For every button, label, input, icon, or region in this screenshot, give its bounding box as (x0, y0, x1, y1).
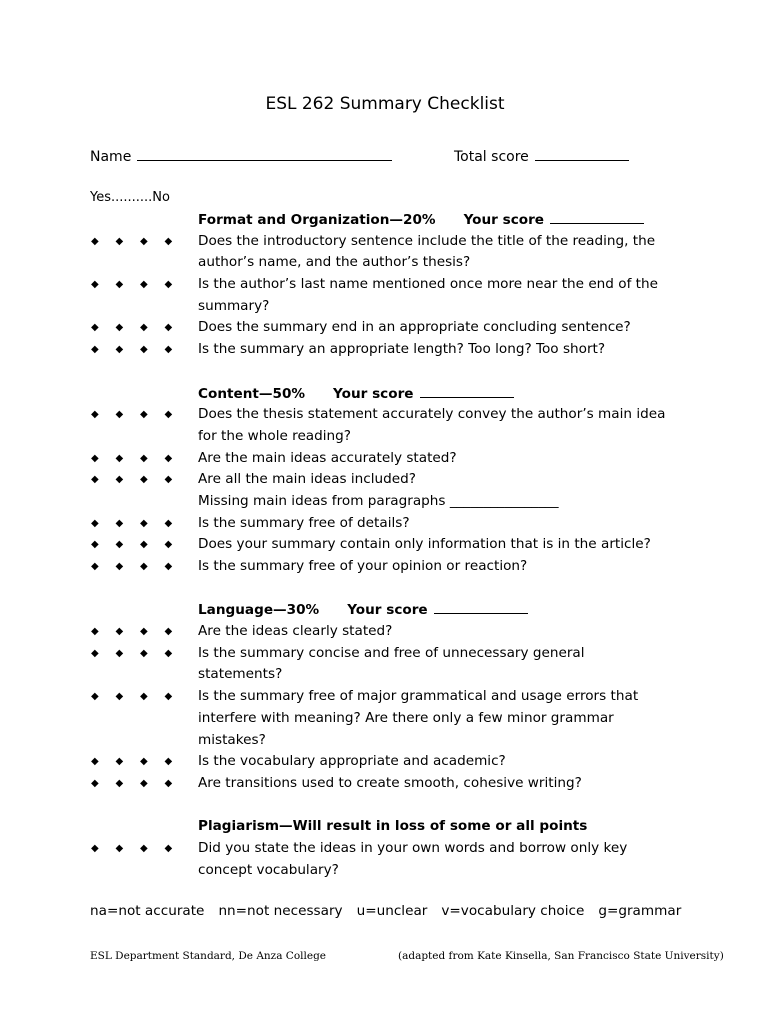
section-score-blank[interactable] (420, 383, 514, 398)
diamond-bullet-icon[interactable]: ◆ (164, 647, 173, 659)
diamond-bullet-icon[interactable]: ◆ (140, 756, 148, 768)
diamond-bullet-icon[interactable]: ◆ (115, 517, 124, 529)
checklist-item (88, 448, 688, 470)
diamond-bullet-icon[interactable]: ◆ (140, 842, 148, 854)
section-heading-text: Plagiarism—Will result in loss of some or all points (198, 818, 588, 835)
diamond-bullet-icon[interactable]: ◆ (140, 539, 148, 551)
diamond-bullet-icon[interactable]: ◆ (91, 517, 99, 529)
diamond-bullet-icon[interactable]: ◆ (115, 777, 124, 789)
checklist-item (88, 621, 688, 643)
diamond-bullet-icon[interactable]: ◆ (140, 517, 148, 529)
checklist-item (88, 838, 688, 860)
diamond-bullet-icon[interactable]: ◆ (115, 561, 124, 572)
section-heading (198, 816, 688, 838)
diamond-bullet-icon[interactable]: ◆ (91, 474, 99, 486)
name-field-row (90, 146, 392, 165)
checklist-item (88, 751, 688, 773)
section-heading (198, 599, 688, 622)
checklist-item (88, 296, 688, 318)
checklist-item (88, 469, 688, 491)
diamond-bullet-icon[interactable]: ◆ (164, 561, 173, 572)
checklist-item-text: author’s name, and the author’s thesis? (198, 254, 471, 271)
legend (90, 903, 695, 919)
checklist-item-text: Does your summary contain only information that is in the article? (198, 536, 651, 553)
total-score-blank[interactable] (535, 146, 629, 161)
diamond-bullet-icon[interactable]: ◆ (164, 279, 173, 291)
diamond-bullet-icon[interactable]: ◆ (91, 842, 99, 854)
section-score-label: Your score (347, 602, 428, 619)
diamond-bullet-icon[interactable]: ◆ (140, 452, 148, 464)
checklist-item-text: Does the introductory sentence include the title of the reading, the (198, 232, 656, 249)
rating-marks (88, 317, 198, 339)
diamond-bullet-icon[interactable]: ◆ (164, 235, 173, 247)
diamond-bullet-icon[interactable]: ◆ (164, 452, 173, 464)
checklist-item-text: Is the summary free of details? (198, 514, 410, 531)
checklist-item (88, 556, 688, 578)
section-gap (88, 578, 688, 600)
diamond-bullet-icon[interactable]: ◆ (164, 777, 173, 789)
diamond-bullet-icon[interactable]: ◆ (91, 561, 99, 572)
checklist-item (88, 426, 688, 448)
checklist-item-text: mistakes? (198, 731, 266, 748)
diamond-bullet-icon[interactable]: ◆ (164, 474, 173, 486)
checklist-item-text: Is the author’s last name mentioned once more near the end of the (198, 276, 658, 293)
diamond-bullet-icon[interactable]: ◆ (164, 756, 173, 768)
checklist-item-text: statements? (198, 666, 283, 683)
diamond-bullet-icon[interactable]: ◆ (164, 626, 173, 638)
checklist-item-text: concept vocabulary? (198, 861, 339, 878)
checklist-item (88, 773, 688, 795)
diamond-bullet-icon[interactable]: ◆ (140, 474, 148, 486)
rating-marks (88, 643, 198, 665)
section-heading (198, 209, 688, 232)
section-gap (88, 361, 688, 383)
diamond-bullet-icon[interactable]: ◆ (140, 647, 148, 659)
diamond-bullet-icon[interactable]: ◆ (91, 539, 99, 551)
legend-item: nn=not necessary (218, 903, 343, 919)
rating-marks (88, 773, 198, 795)
section-score-blank[interactable] (550, 209, 644, 224)
checklist-item (88, 274, 688, 296)
checklist-item-text: Are the main ideas accurately stated? (198, 449, 457, 466)
checklist-item-text: Is the summary free of your opinion or reaction? (198, 558, 528, 574)
checklist-item-text: Missing main ideas from paragraphs ________________ (198, 492, 559, 509)
diamond-bullet-icon[interactable]: ◆ (140, 691, 148, 703)
yes-no-header: Yes..........No (90, 190, 170, 205)
diamond-bullet-icon[interactable]: ◆ (164, 344, 173, 356)
diamond-bullet-icon[interactable]: ◆ (91, 647, 99, 659)
checklist-item (88, 231, 688, 253)
rating-marks (88, 686, 198, 708)
diamond-bullet-icon[interactable]: ◆ (91, 322, 99, 334)
diamond-bullet-icon[interactable]: ◆ (91, 452, 99, 464)
section-heading-row (88, 816, 688, 838)
rating-marks (88, 404, 198, 426)
section-gap (88, 795, 688, 817)
checklist-item (88, 513, 688, 535)
rating-marks (88, 534, 198, 556)
diamond-bullet-icon[interactable]: ◆ (164, 409, 173, 421)
checklist-item (88, 491, 688, 513)
section-heading-text: Language—30% (198, 602, 320, 619)
diamond-bullet-icon[interactable]: ◆ (91, 279, 99, 291)
section-score-label: Your score (463, 212, 545, 228)
diamond-bullet-icon[interactable]: ◆ (140, 235, 148, 247)
rating-marks (88, 469, 198, 491)
legend-item: v=vocabulary choice (441, 903, 585, 919)
diamond-bullet-icon[interactable]: ◆ (91, 344, 99, 356)
diamond-bullet-icon[interactable]: ◆ (115, 626, 124, 638)
checklist-item-text: summary? (198, 297, 270, 314)
checklist-item-text: Is the vocabulary appropriate and academic? (198, 753, 506, 770)
diamond-bullet-icon[interactable]: ◆ (91, 626, 99, 638)
checklist-item (88, 534, 688, 556)
checklist-item (88, 708, 688, 730)
checklist-item (88, 643, 688, 665)
rating-marks (88, 339, 198, 361)
diamond-bullet-icon[interactable]: ◆ (115, 452, 124, 464)
diamond-bullet-icon[interactable]: ◆ (164, 517, 173, 529)
section-heading-text: Content—50% (198, 385, 306, 402)
diamond-bullet-icon[interactable]: ◆ (164, 691, 173, 703)
diamond-bullet-icon[interactable]: ◆ (115, 647, 124, 659)
checklist-item-text: Did you state the ideas in your own words and borrow only key (198, 839, 628, 856)
name-blank[interactable] (137, 146, 392, 161)
footer-right: (adapted from Kate Kinsella, San Francisco State University) (398, 950, 724, 962)
diamond-bullet-icon[interactable]: ◆ (115, 539, 124, 551)
diamond-bullet-icon[interactable]: ◆ (91, 777, 99, 789)
rating-marks (88, 231, 198, 253)
rating-marks (88, 621, 198, 643)
checklist-item-text: Are transitions used to create smooth, cohesive writing? (198, 774, 582, 791)
total-score-label: Total score (454, 149, 529, 165)
section-score-label: Your score (333, 385, 414, 402)
section-score-blank[interactable] (434, 599, 528, 614)
section-heading (198, 383, 688, 406)
rating-marks (88, 513, 198, 535)
legend-item: u=unclear (356, 903, 428, 919)
checklist-item-text: Is the summary free of major grammatical and usage errors that (198, 688, 639, 705)
checklist-item (88, 860, 688, 882)
diamond-bullet-icon[interactable]: ◆ (140, 344, 148, 356)
diamond-bullet-icon[interactable]: ◆ (140, 561, 148, 572)
rating-marks (88, 448, 198, 470)
checklist-item (88, 339, 688, 361)
diamond-bullet-icon[interactable]: ◆ (140, 409, 148, 421)
page-title: ESL 262 Summary Checklist (265, 94, 505, 114)
checklist-item (88, 664, 688, 686)
checklist (88, 209, 688, 881)
diamond-bullet-icon[interactable]: ◆ (115, 409, 124, 421)
checklist-item-text: for the whole reading? (198, 427, 352, 444)
section-heading-row (88, 383, 688, 405)
footer-left: ESL Department Standard, De Anza College (90, 950, 327, 962)
diamond-bullet-icon[interactable]: ◆ (164, 539, 173, 551)
section-heading-row (88, 209, 688, 231)
diamond-bullet-icon[interactable]: ◆ (140, 322, 148, 334)
diamond-bullet-icon[interactable]: ◆ (115, 279, 124, 291)
diamond-bullet-icon[interactable]: ◆ (91, 691, 99, 703)
diamond-bullet-icon[interactable]: ◆ (140, 279, 148, 291)
total-score-row (454, 146, 629, 165)
diamond-bullet-icon[interactable]: ◆ (115, 235, 124, 247)
diamond-bullet-icon[interactable]: ◆ (140, 777, 148, 789)
rating-marks (88, 274, 198, 296)
diamond-bullet-icon[interactable]: ◆ (115, 322, 124, 334)
checklist-item (88, 317, 688, 339)
diamond-bullet-icon[interactable]: ◆ (91, 409, 99, 421)
checklist-item (88, 252, 688, 274)
checklist-item-text: interfere with meaning? Are there only a few minor grammar (198, 709, 614, 726)
diamond-bullet-icon[interactable]: ◆ (164, 322, 173, 334)
checklist-item-text: Is the summary an appropriate length? Too long? Too short? (198, 341, 606, 358)
checklist-item (88, 730, 688, 752)
diamond-bullet-icon[interactable]: ◆ (91, 756, 99, 768)
diamond-bullet-icon[interactable]: ◆ (115, 691, 124, 703)
checklist-item (88, 686, 688, 708)
checklist-item-text: Are the ideas clearly stated? (198, 623, 393, 640)
diamond-bullet-icon[interactable]: ◆ (164, 842, 173, 854)
section-heading-row (88, 599, 688, 621)
checklist-item-text: Are all the main ideas included? (198, 471, 416, 488)
diamond-bullet-icon[interactable]: ◆ (115, 344, 124, 356)
legend-item: na=not accurate (90, 903, 205, 919)
checklist-item-text: Is the summary concise and free of unnecessary general (198, 644, 585, 661)
checklist-item-text: Does the summary end in an appropriate concluding sentence? (198, 319, 631, 336)
checklist-item-text: Does the thesis statement accurately convey the author’s main idea (198, 406, 666, 423)
rating-marks (88, 838, 198, 860)
diamond-bullet-icon[interactable]: ◆ (115, 756, 124, 768)
diamond-bullet-icon[interactable]: ◆ (91, 235, 99, 247)
section-heading-text: Format and Organization—20% (198, 212, 436, 228)
diamond-bullet-icon[interactable]: ◆ (115, 842, 124, 854)
name-label: Name (90, 149, 132, 165)
diamond-bullet-icon[interactable]: ◆ (115, 474, 124, 486)
checklist-item (88, 404, 688, 426)
rating-marks (88, 556, 198, 578)
rating-marks (88, 751, 198, 773)
legend-item: g=grammar (598, 903, 682, 919)
diamond-bullet-icon[interactable]: ◆ (140, 626, 148, 638)
